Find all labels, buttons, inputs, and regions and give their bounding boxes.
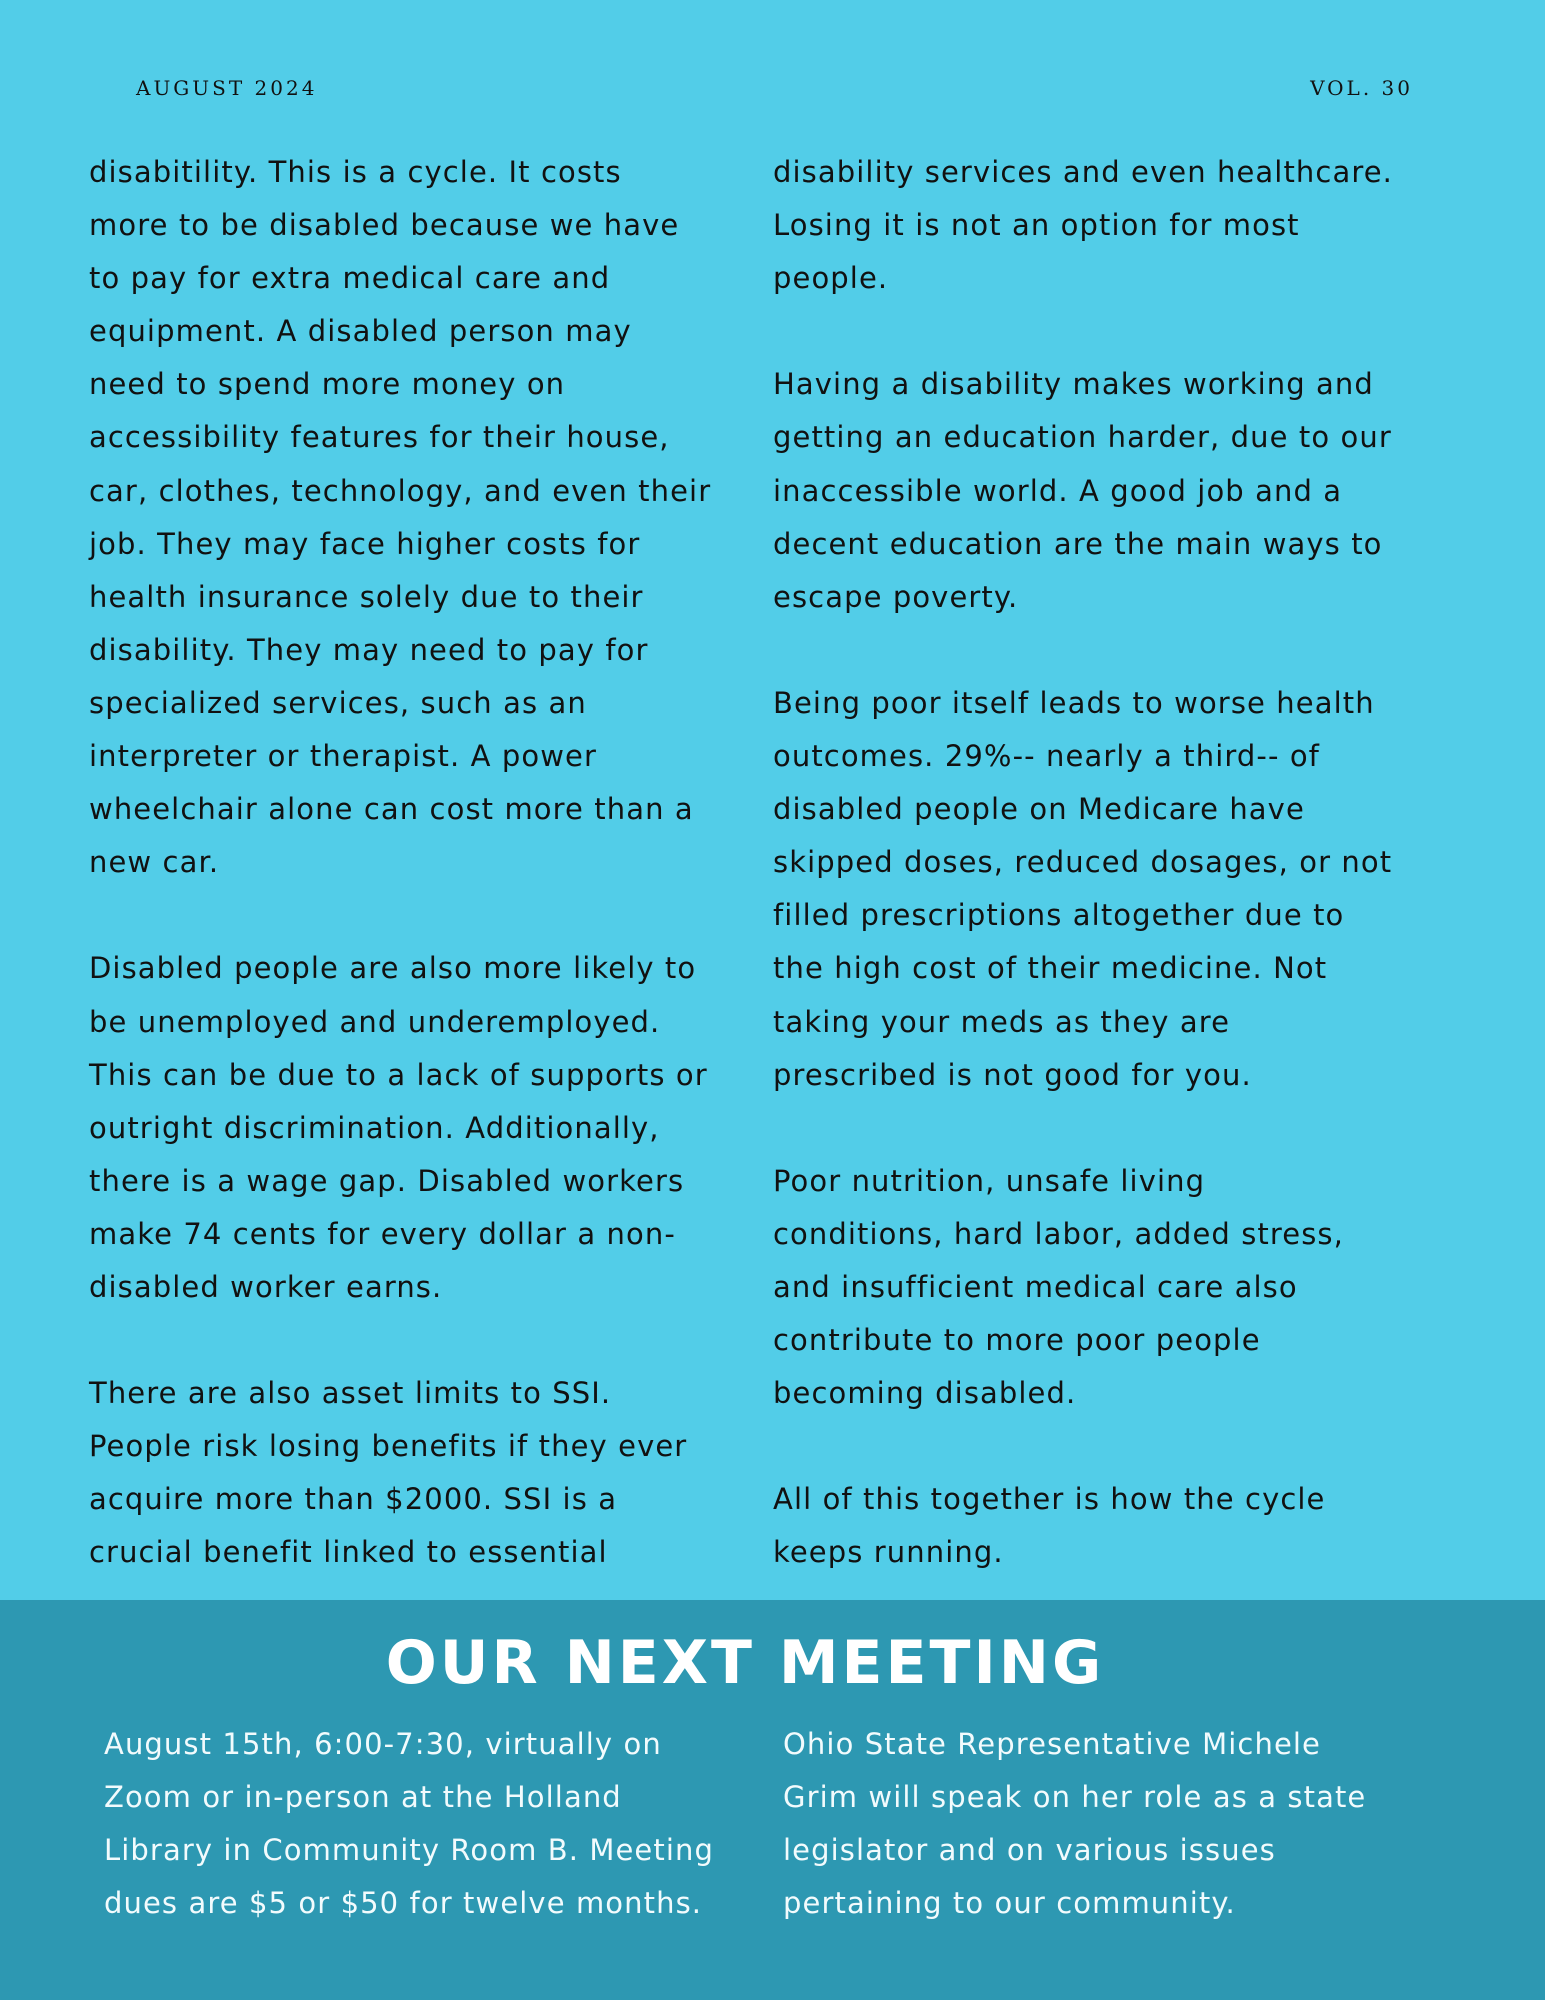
text-line: make 74 cents for every dollar a non- xyxy=(89,1216,676,1251)
text-line: need to spend more money on xyxy=(89,367,566,402)
text-line: crucial benefit linked to essential xyxy=(89,1535,608,1570)
text-line: August 15th, 6:00-7:30, virtually on xyxy=(104,1727,662,1761)
text-line: outcomes. 29%-- nearly a third-- of xyxy=(773,739,1320,774)
text-line: acquire more than $2000. SSI is a xyxy=(89,1482,618,1517)
paragraph-break xyxy=(89,1314,739,1367)
text-line: legislator and on various issues xyxy=(783,1833,1276,1868)
text-line: All of this together is how the cycle xyxy=(773,1482,1326,1517)
text-line: keeps running. xyxy=(773,1535,1004,1570)
paragraph-break xyxy=(773,624,1453,677)
text-line: and insufficient medical care also xyxy=(773,1269,1298,1304)
text-line: accessibility features for their house, xyxy=(89,420,670,455)
next-meeting-section xyxy=(0,1600,1545,2000)
text-line: conditions, hard labor, added stress, xyxy=(773,1216,1344,1251)
text-line: outright discrimination. Additionally, xyxy=(89,1110,660,1145)
text-line: contribute to more poor people xyxy=(773,1323,1261,1358)
issue-volume: VOL. 30 xyxy=(1310,76,1413,100)
text-line: be unemployed and underemployed. xyxy=(89,1004,661,1039)
issue-date: AUGUST 2024 xyxy=(136,76,318,100)
text-line: car, clothes, technology, and even their xyxy=(89,473,712,508)
text-line: prescribed is not good for you. xyxy=(773,1057,1252,1092)
text-line: getting an education harder, due to our xyxy=(773,420,1392,455)
text-line: Zoom or in-person at the Holland xyxy=(104,1780,622,1815)
text-line: Disabled people are also more likely to xyxy=(89,951,697,986)
text-line: to pay for extra medical care and xyxy=(89,261,611,296)
text-line: People risk losing benefits if they ever xyxy=(89,1429,688,1464)
text-line: There are also asset limits to SSI. xyxy=(89,1376,612,1411)
text-line: Library in Community Room B. Meeting xyxy=(104,1833,714,1868)
text-line: This can be due to a lack of supports or xyxy=(89,1057,708,1092)
text-line: wheelchair alone can cost more than a xyxy=(89,792,694,827)
text-line: specialized services, such as an xyxy=(89,685,587,720)
text-line: filled prescriptions altogether due to xyxy=(773,898,1345,933)
text-line: Ohio State Representative Michele xyxy=(783,1727,1321,1761)
text-line: there is a wage gap. Disabled workers xyxy=(89,1163,685,1198)
text-line: equipment. A disabled person may xyxy=(89,314,632,349)
text-line: disabled worker earns. xyxy=(89,1269,443,1304)
text-line: becoming disabled. xyxy=(773,1376,1077,1411)
meeting-title: OUR NEXT MEETING xyxy=(385,1628,1105,1698)
text-line: Poor nutrition, unsafe living xyxy=(773,1163,1206,1198)
article-left-column xyxy=(89,146,739,1580)
paragraph-break xyxy=(773,305,1453,358)
text-line: more to be disabled because we have xyxy=(89,208,680,243)
text-line: Being poor itself leads to worse health xyxy=(773,685,1375,720)
text-line: inaccessible world. A good job and a xyxy=(773,473,1343,508)
article-right-column xyxy=(773,146,1453,1580)
meeting-speaker-column xyxy=(783,1718,1366,1930)
text-line: taking your meds as they are xyxy=(773,1004,1231,1039)
text-line: job. They may face higher costs for xyxy=(89,526,641,561)
text-line: decent education are the main ways to xyxy=(773,526,1383,561)
text-line: escape poverty. xyxy=(773,579,1019,614)
text-line: Grim will speak on her role as a state xyxy=(783,1780,1367,1815)
paragraph-break xyxy=(773,1102,1453,1155)
text-line: new car. xyxy=(89,845,220,880)
text-line: pertaining to our community. xyxy=(783,1886,1236,1921)
text-line: Losing it is not an option for most xyxy=(773,208,1300,243)
text-line: health insurance solely due to their xyxy=(89,579,644,614)
text-line: skipped doses, reduced dosages, or not xyxy=(773,845,1393,880)
text-line: the high cost of their medicine. Not xyxy=(773,951,1328,986)
text-line: interpreter or therapist. A power xyxy=(89,739,598,774)
text-line: Having a disability makes working and xyxy=(773,367,1374,402)
meeting-details-column xyxy=(104,1718,714,1930)
text-line: disabled people on Medicare have xyxy=(773,792,1305,827)
newsletter-header xyxy=(0,76,1545,106)
paragraph-break xyxy=(773,1420,1453,1473)
text-line: disability. They may need to pay for xyxy=(89,632,649,667)
text-line: dues are $5 or $50 for twelve months. xyxy=(104,1886,703,1921)
text-line: people. xyxy=(773,261,889,296)
paragraph-break xyxy=(89,889,739,942)
text-line: disability services and even healthcare. xyxy=(773,155,1393,189)
text-line: disabitility. This is a cycle. It costs xyxy=(89,155,622,189)
